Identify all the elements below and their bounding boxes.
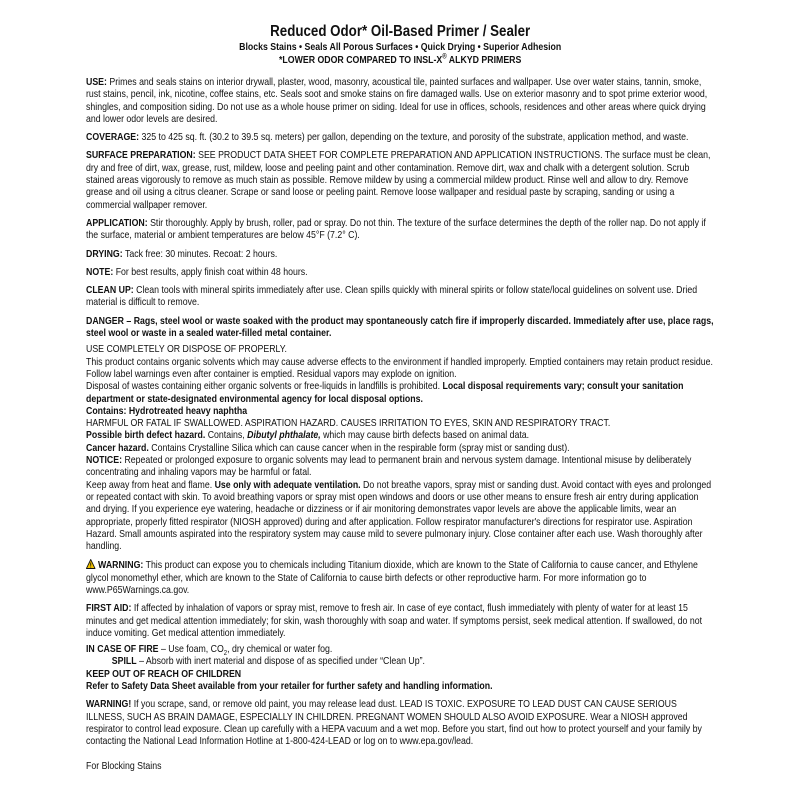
product-subtitle: Blocks Stains • Seals All Porous Surfaces • Quick Drying • Superior Adhesion <box>238 42 562 53</box>
drying-section: DRYING: Tack free: 30 minutes. Recoat: 2 hours. <box>86 248 278 260</box>
product-title: Reduced Odor* Oil-Based Primer / Sealer <box>269 23 531 40</box>
disposal-text: This product contains organic solvents which may cause adverse effects to the environment if handled improperly. Emptied containers may retain product residue. Follow label warnings even after container is emptied. Residual vapors may explode on ignition. <box>86 356 713 380</box>
disposal-heading: USE COMPLETELY OR DISPOSE OF PROPERLY. <box>86 344 287 356</box>
sds-line: Refer to Safety Data Sheet available from your retailer for further safety and handling information. <box>86 681 493 693</box>
danger-section: DANGER – Rags, steel wool or waste soaked with the product may spontaneously catch fire if improperly discarded. Immediately after use, place rags, steel wool or waste in a sealed water-filled metal container. <box>86 315 714 340</box>
label-header <box>86 22 714 67</box>
coverage-section: COVERAGE: 325 to 425 sq. ft. (30.2 to 39.5 sq. meters) per gallon, depending on the texture, and porosity of the substrate, application method, and waste. <box>86 132 689 144</box>
disposal-landfill: Disposal of wastes containing either organic solvents or free-liquids in landfills is prohibited. Local disposal requirements vary; consult your sanitation department or state-designated environmental agency for local disposal options. <box>86 381 684 405</box>
note-section: NOTE: For best results, apply finish coat within 48 hours. <box>86 266 308 278</box>
use-section: USE: Primes and seals stains on interior drywall, plaster, wood, masonry, acoustical tile, painted surfaces and wallpaper. Use over water stains, tannin, smoke, rust stains, pencil, ink, nicotine, coffee stains, etc. Seals soot and smoke stains on fire damaged walls. Use on exterior masonry and to spot prime exterior wood, shingles, and composition siding. Do not use as a whole house primer on siding. Ideal for use in offices, schools, residences and other areas where quick drying and lower odor levels are desired. <box>86 77 708 125</box>
fire-line: IN CASE OF FIRE – Use foam, $CO_2$, dry chemical or water fog. <box>86 644 333 658</box>
notice-line: NOTICE: Repeated or prolonged exposure to organic solvents may lead to permanent brain and nervous system damage. Intentional misuse by deliberately concentrating and inhaling vapors may be harmful or fatal. <box>86 455 692 479</box>
odor-note: *LOWER ODOR COMPARED TO INSL-X® ALKYD PRIMERS <box>278 53 522 66</box>
contains-line: Contains: Hydrotreated heavy naphtha <box>86 405 248 417</box>
prop65-warning: WARNING: This product can expose you to chemicals including Titanium dioxide, which are known to the State of California to cause cancer, and Ethylene glycol monomethyl ether, which are known to the State of California to cause birth defects or other reproductive harm. For more information go to www.P65Warnings.ca.gov. <box>86 560 698 596</box>
cancer-line: Cancer hazard. Contains Crystalline Silica which can cause cancer when in the respirable form (spray mist or sanding dust). <box>86 442 570 454</box>
first-aid-section: FIRST AID: If affected by inhalation of vapors or spray mist, remove to fresh air. In case of eye contact, flush immediately with plenty of water for at least 15 minutes and get medical attention immediately; for skin, wash thoroughly with soap and water. If symptoms persist, seek medical attention. If swallowed, do not induce vomiting. Get medical attention immediately. <box>86 603 703 639</box>
spill-line: SPILL – Absorb with inert material and dispose of as specified under “Clean Up”. <box>111 656 425 668</box>
lead-warning: WARNING! If you scrape, sand, or remove old paint, you may release lead dust. LEAD IS TOXIC. EXPOSURE TO LEAD DUST CAN CAUSE SERIOUS ILLNESS, SUCH AS BRAIN DAMAGE, ESPECIALLY IN CHILDREN. PREGNANT WOMEN SHOULD ALSO AVOID EXPOSURE. Wear a NIOSH approved respirator to control lead exposure. Clean up carefully with a HEPA vacuum and a wet mop. Before you start, find out how to protect yourself and your family by contacting the National Lead Information Hotline at 1-800-424-LEAD or log on to www.epa.gov/lead. <box>86 699 702 748</box>
birth-defect-line: Possible birth defect hazard. Contains, Dibutyl phthalate, which may cause birth defects based on animal data. <box>86 430 530 442</box>
keep-away-section: Keep away from heat and flame. Use only with adequate ventilation. Do not breathe vapors, spray mist or sanding dust. Avoid contact with eyes and prolonged or repeated contact with skin. To avoid breathing vapors or spray mist open windows and doors or use other means to ensure fresh air entry during application and drying. If you experience eye watering, headache or dizziness or if air monitoring demonstrates vapor levels are above the applicable limits, wear an appropriate, properly fitted respirator (NIOSH approved) during and after application. Follow respirator manufacturer's directions for respirator use. Aspiration Hazard. Small amounts aspirated into the respiratory system may cause mild to severe pulmonary injury. Close container after each use. Wash thoroughly after handling. <box>86 479 712 553</box>
application-section: APPLICATION: Stir thoroughly. Apply by brush, roller, pad or spray. Do not thin. The texture of the surface determines the depth of the roller nap. Do not apply if the surface, material or ambient temperatures are below 45°F (7.2° C). <box>86 217 706 242</box>
surface-preparation-section: SURFACE PREPARATION: SEE PRODUCT DATA SHEET FOR COMPLETE PREPARATION AND APPLICATION INSTRUCTIONS. The surface must be clean, dry and free of dirt, wax, grease, rust, mildew, loose and peeling paint and other contamination. Remove dirt, wax and chalk with a detergent solution. Scrub stained areas vigorously to remove as much stain as possible. Remove mildew by using a commercial mildew product. Rinse well and allow to dry. Remove grease and oil using a citrus cleaner. Scrape or sand loose or peeling paint. Remove loose wallpaper and residual paste by scraping, sanding or using a commercial wallpaper remover. <box>86 150 711 211</box>
footer-line: For Blocking Stains <box>86 760 162 772</box>
warning-triangle-icon <box>86 559 95 569</box>
keep-out-line: KEEP OUT OF REACH OF CHILDREN <box>86 668 242 680</box>
cleanup-section: CLEAN UP: Clean tools with mineral spirits immediately after use. Clean spills quickly with mineral spirits or follow state/local guidelines on solvent use. Dried material is difficult to remove. <box>86 285 698 309</box>
harmful-line: HARMFUL OR FATAL IF SWALLOWED. ASPIRATION HAZARD. CAUSES IRRITATION TO EYES, SKIN AND RESPIRATORY TRACT. <box>86 418 611 430</box>
